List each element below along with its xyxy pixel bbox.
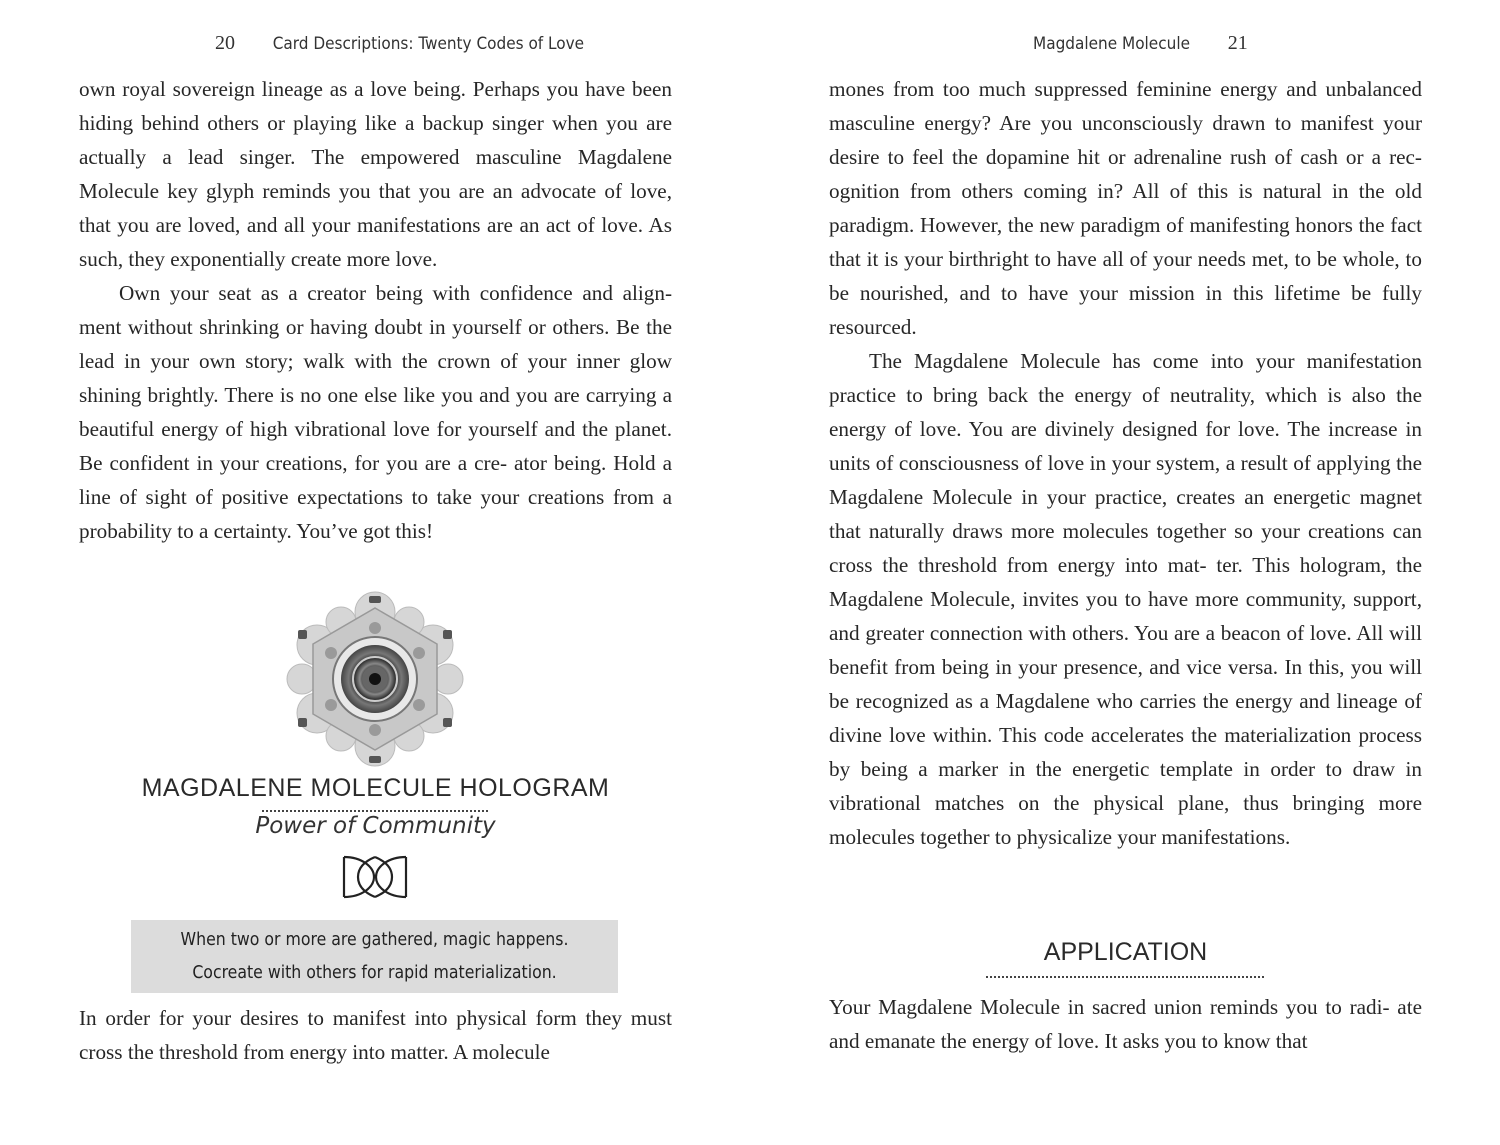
affirmation-line: Cocreate with others for rapid materialization. [192, 963, 557, 983]
right-bottom-text [829, 990, 1422, 1058]
mandala-hologram-icon [286, 590, 464, 768]
left-running-head [215, 32, 584, 55]
card-title: MAGDALENE MOLECULE HOLOGRAM [141, 774, 610, 802]
page-number-left: 20 [215, 32, 235, 54]
right-running-head [1033, 32, 1248, 55]
paragraph: own royal sovereign lineage as a love being. Perhaps you have been hiding behind others or playing like a backup singer when you are actually a lead singer. The empowered masculine Magdalene Molecule key glyph reminds you that you are an advocate of love, that you are loved, and all your manifestations are an act of love. As such, they exponentially create more love. [79, 77, 672, 271]
section-dotted-rule [986, 976, 1264, 978]
left-bottom-text [79, 1001, 672, 1069]
paragraph: mones from too much suppressed feminine energy and unbalanced masculine energy? Are you unconsciously drawn to manifest your desire to feel the dopamine hit or adrenaline rush of cash or a rec- ognition from others coming in? All of this is natural in the old paradigm. However, the new paradigm of manifesting honors the fact that it is your birthright to have all of your needs met, to be whole, to be nourished, and to have your mission in this lifetime be fully resourced. [829, 77, 1422, 339]
affirmation-box [131, 920, 618, 993]
running-title-right: Magdalene Molecule [1033, 34, 1190, 54]
paragraph: Own your seat as a creator being with confidence and align- ment without shrinking or having doubt in yourself or others. Be the lead in your own story; walk with the crown of your inner glow shining brightly. There is no one else like you and you are carrying a beautiful energy of high vibrational love for yourself and the planet. Be confident in your creations, for you are a cre- ator being. Hold a line of sight of positive expectations to take your creations from a probability to a certainty. You’ve got this! [79, 281, 672, 543]
paragraph: The Magdalene Molecule has come into your manifestation practice to bring back the energy of neutrality, which is also the energy of love. You are divinely designed for love. The increase in units of consciousness of love in your system, a result of applying the Magdalene Molecule in your practice, creates an energetic magnet that naturally draws more molecules together so your creations can cross the threshold from energy into mat- ter. This hologram, the Magdalene Molecule, invites you to have more community, support, and greater connection with others. You are a beacon of love. All will benefit from being in your presence, and vice versa. In this, you will be recognized as a Magdalene who carries the energy and lineage of divine love within. This code accelerates the materialization process by being a marker in the energetic template in order to draw in vibrational matches on the physical plane, thus bringing more molecules together to physicalize your manifestations. [829, 349, 1422, 849]
page-number-right: 21 [1227, 32, 1248, 54]
affirmation-line: When two or more are gathered, magic happens. [180, 930, 569, 950]
paragraph: In order for your desires to manifest into physical form they must cross the threshold from energy into matter. A molecule [79, 1006, 672, 1064]
right-top-text [829, 72, 1422, 854]
card-subtitle: Power of Community [255, 813, 496, 839]
title-dotted-rule [262, 810, 488, 812]
running-title-left: Card Descriptions: Twenty Codes of Love [272, 34, 585, 54]
section-heading: APPLICATION [1043, 938, 1208, 966]
interlocking-circles-glyph-icon [340, 854, 410, 900]
paragraph: Your Magdalene Molecule in sacred union reminds you to radi- ate and emanate the energy of love. It asks you to know that [829, 995, 1422, 1053]
left-top-text [79, 72, 672, 548]
